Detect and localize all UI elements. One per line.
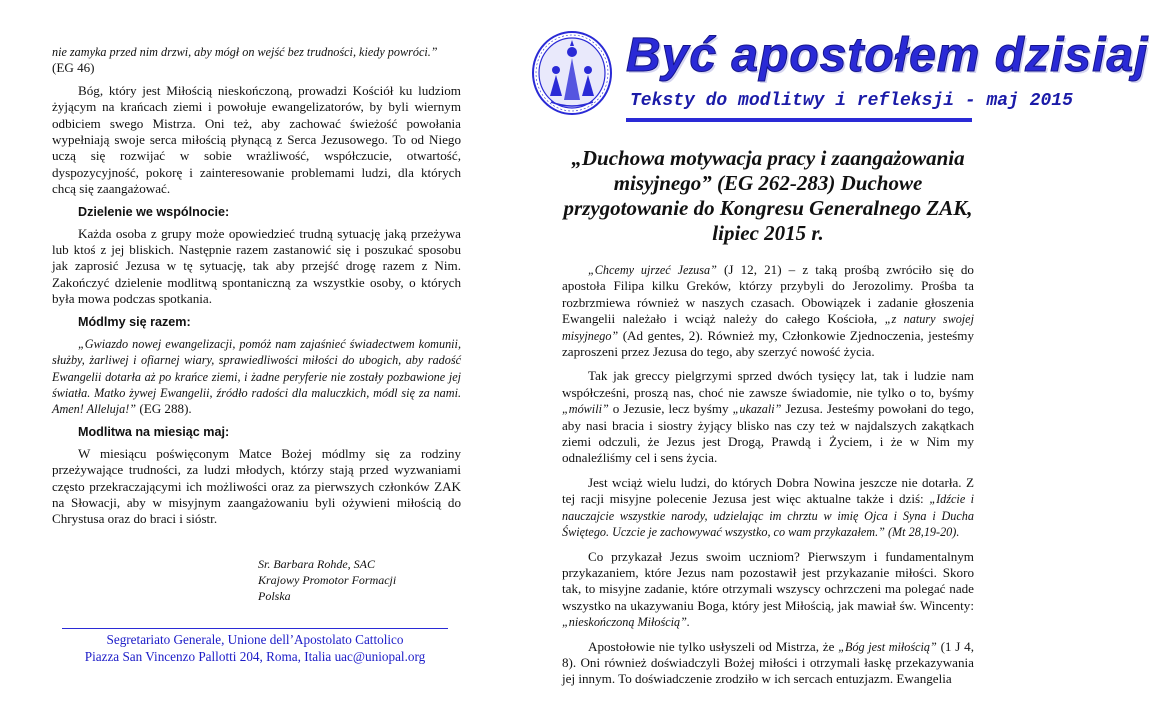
intro-quote-ref: (EG 46) (52, 60, 95, 76)
article-paragraph-3 (562, 475, 974, 541)
prayer-quote: „Gwiazdo nowej ewangelizacji, pomóż nam zajaśnieć świadectwem komunii, służby, żarliwej i ofiarnej wiary, sprawiedliwości miłości do ubogich, aby radość Ewangelii dotarła aż po krańce ziemi, i żadne peryferie nie zostały pozbawione jej światła. Matko żywej Ewangelii, źródło radości dla maluczkich, módl się za nami. Amen! Alleluja!” (52, 336, 461, 417)
article-title: „Duchowa motywacja pracy i zaangażowania misyjnego” (EG 262-283) Duchowe przygotowanie do Kongresu Generalnego ZAK, lipiec 2015 r. (563, 146, 973, 245)
signature-country: Polska (258, 589, 291, 603)
article-quote: „Idźcie i nauczajcie wszystkie narody, udzielając im chrztu w imię Ojca i Syna i Ducha Świętego. Uczcie je zachowywać wszystko, co wam przykazałem.” (Mt 28,19-20). (562, 492, 975, 540)
sharing-paragraph: Każda osoba z grupy może opowiedzieć trudną sytuację jaką przeżywa lub ktoś z jej bliskich. Następnie razem zastanowić się i poszukać sposobu jak zaprosić Jezusa w tę sytuację, tak aby przejść drogę razem z Nim. Zakończyć dzielenie modlitwą spontaniczną za wszystkie osoby, o których była mowa podczas spotkania. (52, 225, 461, 307)
masthead-subtitle: Teksty do modlitwy i refleksji - maj 2015 (630, 91, 1073, 111)
article-text: o Jezusie, lecz byśmy (608, 401, 733, 417)
monthly-prayer-paragraph: W miesiącu poświęconym Matce Bożej módlmy się za rodziny przeżywające trudności, za ludzi młodych, którzy stają przed wyzwaniami często przekraczającymi ich możliwości oraz za pierwszych członków ZAK na Słowacji, aby w misyjnym zaangażowaniu byli ożywieni miłością do Chrystusa oraz do braci i sióstr. (52, 445, 461, 527)
intro-quote-paragraph (52, 44, 461, 77)
article-text: (J 12, 21) – z taką prośbą zwróciło się do apostoła Filipa kilku Greków, którzy przybyli do Jerozolimy. Prośba ta rozbrzmiewa również w naszych czasach. Obowiązek i zadanie głoszenia Ewangelii należało i wciąż należy do całego Kościoła, (562, 262, 974, 327)
article-paragraph-4 (562, 549, 974, 631)
article-quote: „nieskończoną Miłością”. (562, 615, 690, 630)
prayer-paragraph (52, 336, 461, 418)
article-quote: „Chcemy ujrzeć Jezusa” (588, 263, 717, 277)
article-quote: „Bóg jest miłością” (838, 639, 937, 654)
article-paragraph-1 (562, 262, 974, 360)
article-body (562, 262, 974, 688)
footer (62, 631, 448, 665)
article-text: Apostołowie nie tylko usłyszeli od Mistrza, że (588, 638, 839, 654)
left-page (52, 0, 461, 528)
article-paragraph-5 (562, 639, 974, 688)
article-text: (1 J 4, 8). Oni również doświadczyli Bożej miłości i otrzymali łaskę przekazywania jej innym. To doświadczenie zrodziło w ich sercach entuzjazm. Ewangelia (562, 638, 974, 687)
article-quote: „ukazali” (732, 402, 782, 417)
intro-paragraph: Bóg, który jest Miłością nieskończoną, prowadzi Kościół ku ludziom żyjącym na krańcach ziemi i powołuje ewangelizatorów, by byli wiernym odbiciem swego Mistrza. Oni też, aby zachować świeżość powołania wypełniają swoje serca miłością płynącą z Serca Jezusowego. To od Niego uczą się rozwijać w sobie wrażliwość, współczucie, otwartość, dyspozycyjność, pokorę i zainteresowanie problemami ludzi, dla których chcą się zaangażować. (52, 82, 461, 197)
signature-block (258, 556, 396, 604)
monthly-prayer-heading: Modlitwa na miesiąc maj: (78, 424, 230, 439)
article-text: Jest wciąż wielu ludzi, do których Dobra Nowina jeszcze nie dotarła. Z tej racji misyjne polecenie Jezusa jest więc aktualne także i dziś: (562, 474, 974, 507)
footer-divider (62, 628, 448, 629)
prayer-ref: (EG 288). (136, 401, 192, 417)
masthead-divider (626, 118, 972, 122)
article-quote: „z natury swojej misyjnego” (562, 312, 974, 343)
footer-address: Piazza San Vincenzo Pallotti 204, Roma, Italia uac@uniopal.org (84, 649, 426, 664)
article-text: Jezusa. Jesteśmy powołani do tego, aby nasi bracia i siostry żyjący blisko nas czy też w najdalszych zakątkach ziemi odczuli, że Jezus jest Drogą, Prawdą i Życiem, i że w Nim my odnaleźliśmy cel i sens życia. (562, 401, 974, 466)
footer-organization: Segretariato Generale, Unione dell’Apostolato Cattolico (106, 632, 404, 647)
masthead-title: Być apostołem dzisiaj (626, 29, 1149, 82)
intro-quote: nie zamyka przed nim drzwi, aby mógł on wejść bez trudności, kiedy powróci.” (52, 45, 438, 59)
article-quote: „mówili” (562, 402, 609, 417)
sharing-heading: Dzielenie we wspólnocie: (78, 204, 230, 219)
prayer-heading: Módlmy się razem: (78, 314, 191, 329)
signature-name: Sr. Barbara Rohde, SAC (258, 557, 375, 571)
article-paragraph-2 (562, 368, 974, 466)
article-text: Co przykazał Jezus swoim uczniom? Pierwszym i fundamentalnym przykazaniem, które Jezus nam pozostawił jest przykazanie miłości. Skoro tak, to misyjne zadanie, które otrzymali wszyscy ochrzczeni ma polegać nade wszystko na ukazywaniu Boga, który jest Miłością, jak mawiał św. Wincenty: (562, 548, 974, 613)
signature-role: Krajowy Promotor Formacji (258, 573, 397, 587)
seal-logo-icon (531, 30, 613, 116)
article-text: (Ad gentes, 2). Również my, Członkowie Zjednoczenia, jesteśmy zaproszeni przez Jezusa do tego, aby szerzyć nowość życia. (562, 327, 974, 360)
article-text: Tak jak greccy pielgrzymi sprzed dwóch tysięcy lat, tak i ludzie nam współcześni, proszą nas, choć nie zawsze świadomie, nie tylko o to, byśmy (562, 368, 974, 400)
